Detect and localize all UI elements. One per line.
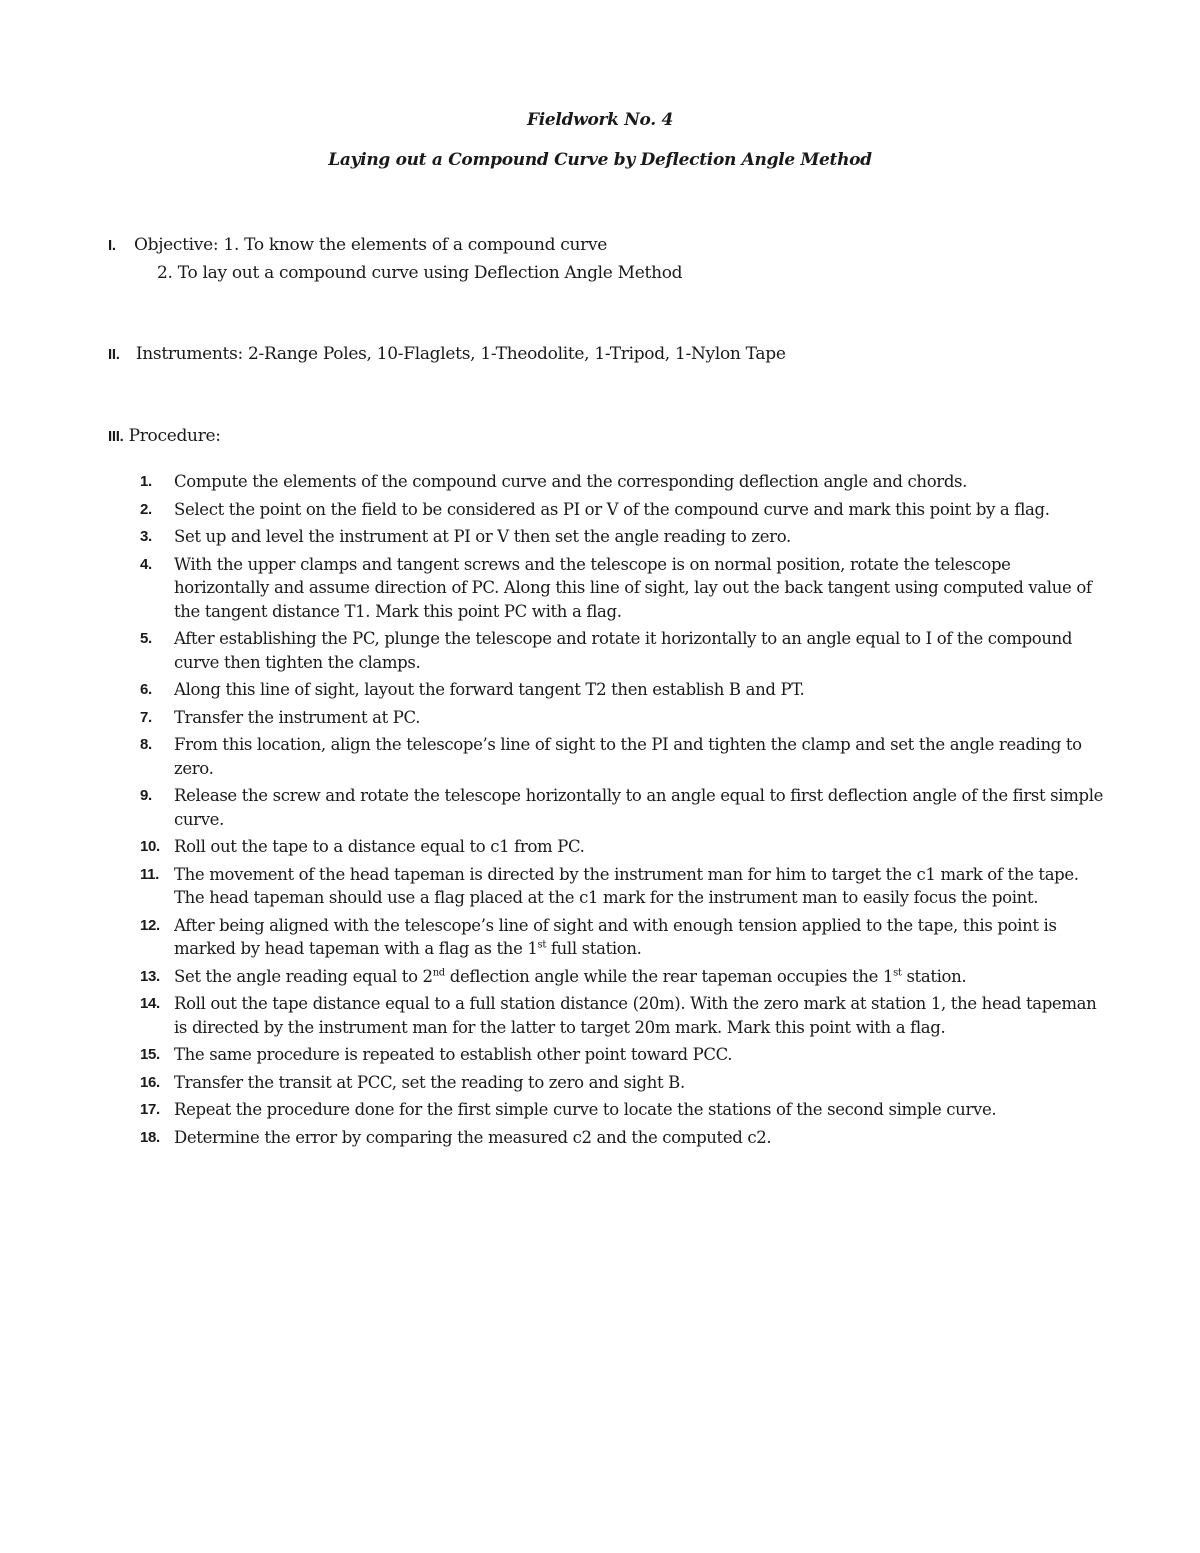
step-superscript: st [893, 967, 902, 978]
step-number: 6. [140, 681, 152, 698]
procedure-label: Procedure: [128, 426, 221, 446]
page-title: Fieldwork No. 4 [526, 110, 674, 130]
procedure-list [108, 470, 1108, 1153]
procedure-step [108, 835, 1108, 859]
step-number: 8. [140, 736, 152, 753]
instruments-section [108, 344, 786, 364]
step-number: 2. [140, 500, 152, 518]
procedure-step [108, 733, 1108, 780]
step-number: 16. [140, 1073, 160, 1091]
step-text: The same procedure is repeated to establish other point toward PCC. [174, 1045, 733, 1064]
step-superscript: nd [432, 967, 445, 978]
step-number: 12. [140, 916, 160, 934]
step-number: 3. [140, 528, 152, 545]
step-number: 10. [140, 838, 160, 855]
objective-numeral: I. [108, 237, 116, 254]
procedure-step [108, 1098, 1108, 1122]
step-text: Compute the elements of the compound curve and the corresponding deflection angle and chords. [174, 472, 968, 491]
procedure-step [108, 678, 1108, 702]
step-text: Repeat the procedure done for the first simple curve to locate the stations of the second simple curve. [174, 1100, 997, 1119]
objective-section [108, 235, 607, 255]
procedure-step [108, 706, 1108, 730]
step-text: Select the point on the field to be considered as PI or V of the compound curve and mark this point by a flag. [174, 499, 1050, 519]
procedure-step [108, 784, 1108, 831]
step-text: Release the screw and rotate the telescope horizontally to an angle equal to first deflection angle of the first simple curve. [174, 786, 1104, 829]
step-number: 14. [140, 995, 160, 1012]
step-text: Along this line of sight, layout the forward tangent T2 then establish B and PT. [174, 680, 805, 699]
instruments-numeral: II. [108, 346, 120, 363]
step-number: 18. [140, 1128, 160, 1146]
step-number: 9. [140, 787, 152, 804]
procedure-step [108, 992, 1108, 1039]
step-number: 17. [140, 1101, 160, 1118]
page-subtitle: Laying out a Compound Curve by Deflection Angle Method [328, 150, 872, 170]
step-text-part: After being aligned with the telescope’s line of sight and with enough tension applied to the tape, this point is marked by head tapeman with a flag as the 1 [174, 915, 1057, 958]
procedure-heading [108, 426, 221, 446]
procedure-numeral: III. [108, 428, 124, 445]
procedure-step [108, 498, 1108, 522]
procedure-step [108, 1043, 1108, 1067]
step-number: 13. [140, 967, 160, 985]
step-number: 1. [140, 473, 152, 490]
step-text: With the upper clamps and tangent screws and the telescope is on normal position, rotate the telescope horizontally and assume direction of PC. Along this line of sight, lay out the back tangent using computed value of the tangent distance T1. Mark this point PC with a flag. [174, 554, 1092, 621]
procedure-step [108, 914, 1108, 961]
step-text-part: full station. [546, 939, 642, 958]
step-text: Transfer the instrument at PC. [174, 707, 421, 727]
step-text-part: station. [901, 966, 967, 986]
procedure-step [108, 627, 1108, 674]
step-text: Roll out the tape distance equal to a full station distance (20m). With the zero mark at station 1, the head tapeman is directed by the instrument man for the latter to target 20m mark. Mark this point with a flag. [174, 994, 1097, 1037]
step-text: The movement of the head tapeman is directed by the instrument man for him to target the c1 mark of the tape. The head tapeman should use a flag placed at the c1 mark for the instrument man to easily focus the point. [174, 864, 1079, 907]
step-text: Roll out the tape to a distance equal to c1 from PC. [174, 837, 585, 856]
step-text: Set up and level the instrument at PI or V then set the angle reading to zero. [174, 527, 791, 546]
instruments-text: Instruments: 2-Range Poles, 10-Flaglets, 1-Theodolite, 1-Tripod, 1-Nylon Tape [135, 344, 786, 364]
procedure-step [108, 863, 1108, 910]
step-number: 5. [140, 630, 152, 647]
step-text: Transfer the transit at PCC, set the reading to zero and sight B. [174, 1072, 685, 1092]
objective-line-2: 2. To lay out a compound curve using Deflection Angle Method [157, 263, 683, 283]
step-text: From this location, align the telescope’s line of sight to the PI and tighten the clamp and set the angle reading to zero. [174, 735, 1082, 778]
step-number: 11. [140, 865, 159, 883]
procedure-step [108, 1071, 1108, 1095]
step-text-part: deflection angle while the rear tapeman occupies the 1 [444, 966, 894, 986]
procedure-step [108, 553, 1108, 624]
procedure-step [108, 1126, 1108, 1150]
procedure-step [108, 525, 1108, 549]
step-superscript: st [537, 939, 546, 951]
step-text: Determine the error by comparing the measured c2 and the computed c2. [174, 1127, 772, 1147]
step-number: 7. [140, 708, 152, 726]
step-number: 15. [140, 1046, 160, 1063]
procedure-step [108, 965, 1108, 989]
step-text-part: Set the angle reading equal to 2 [174, 966, 433, 986]
step-text: After establishing the PC, plunge the telescope and rotate it horizontally to an angle equal to I of the compound curve then tighten the clamps. [174, 629, 1073, 672]
step-number: 4. [140, 555, 152, 573]
procedure-step [108, 470, 1108, 494]
objective-label: Objective: [133, 235, 219, 255]
objective-line-1: 1. To know the elements of a compound curve [223, 235, 608, 255]
